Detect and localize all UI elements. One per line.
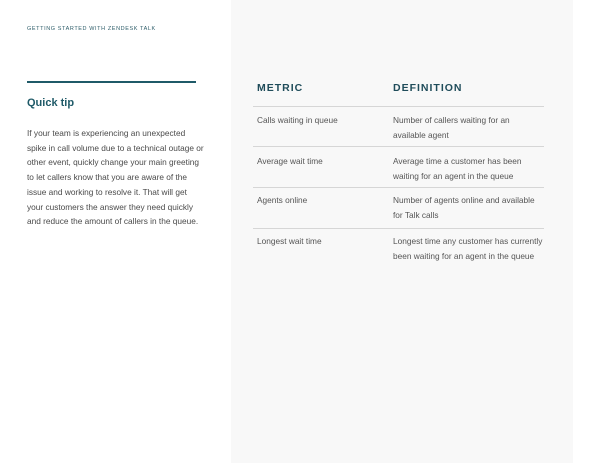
row-divider <box>253 187 544 188</box>
document-header: GETTING STARTED WITH ZENDESK TALK <box>27 26 156 32</box>
tip-body: If your team is experiencing an unexpected spike in call volume due to a technical outage or other event, quickly change your main greeting to let callers know that you are aware of the issue and working to resolve it. That will get your customers the answer they need quickly and reduce the amount of callers in the queue. <box>27 128 204 227</box>
metric-cell: Average wait time <box>257 156 323 166</box>
tip-title: Quick tip <box>27 97 75 109</box>
header-divider <box>253 106 544 107</box>
right-panel <box>231 0 573 463</box>
definition-cell: Average time a customer has been waiting for an agent in the queue <box>393 156 522 181</box>
metric-cell: Agents online <box>257 195 308 205</box>
row-divider <box>253 228 544 229</box>
definition-cell: Number of callers waiting for an available agent <box>393 115 510 140</box>
definition-cell: Number of agents online and available for Talk calls <box>393 195 535 220</box>
column-header-definition: DEFINITION <box>393 82 463 94</box>
row-divider <box>253 146 544 147</box>
metric-cell: Longest wait time <box>257 236 322 246</box>
tip-divider <box>27 81 196 83</box>
metric-cell: Calls waiting in queue <box>257 115 338 125</box>
definition-cell: Longest time any customer has currently been waiting for an agent in the queue <box>393 236 543 261</box>
column-header-metric: METRIC <box>257 82 304 94</box>
